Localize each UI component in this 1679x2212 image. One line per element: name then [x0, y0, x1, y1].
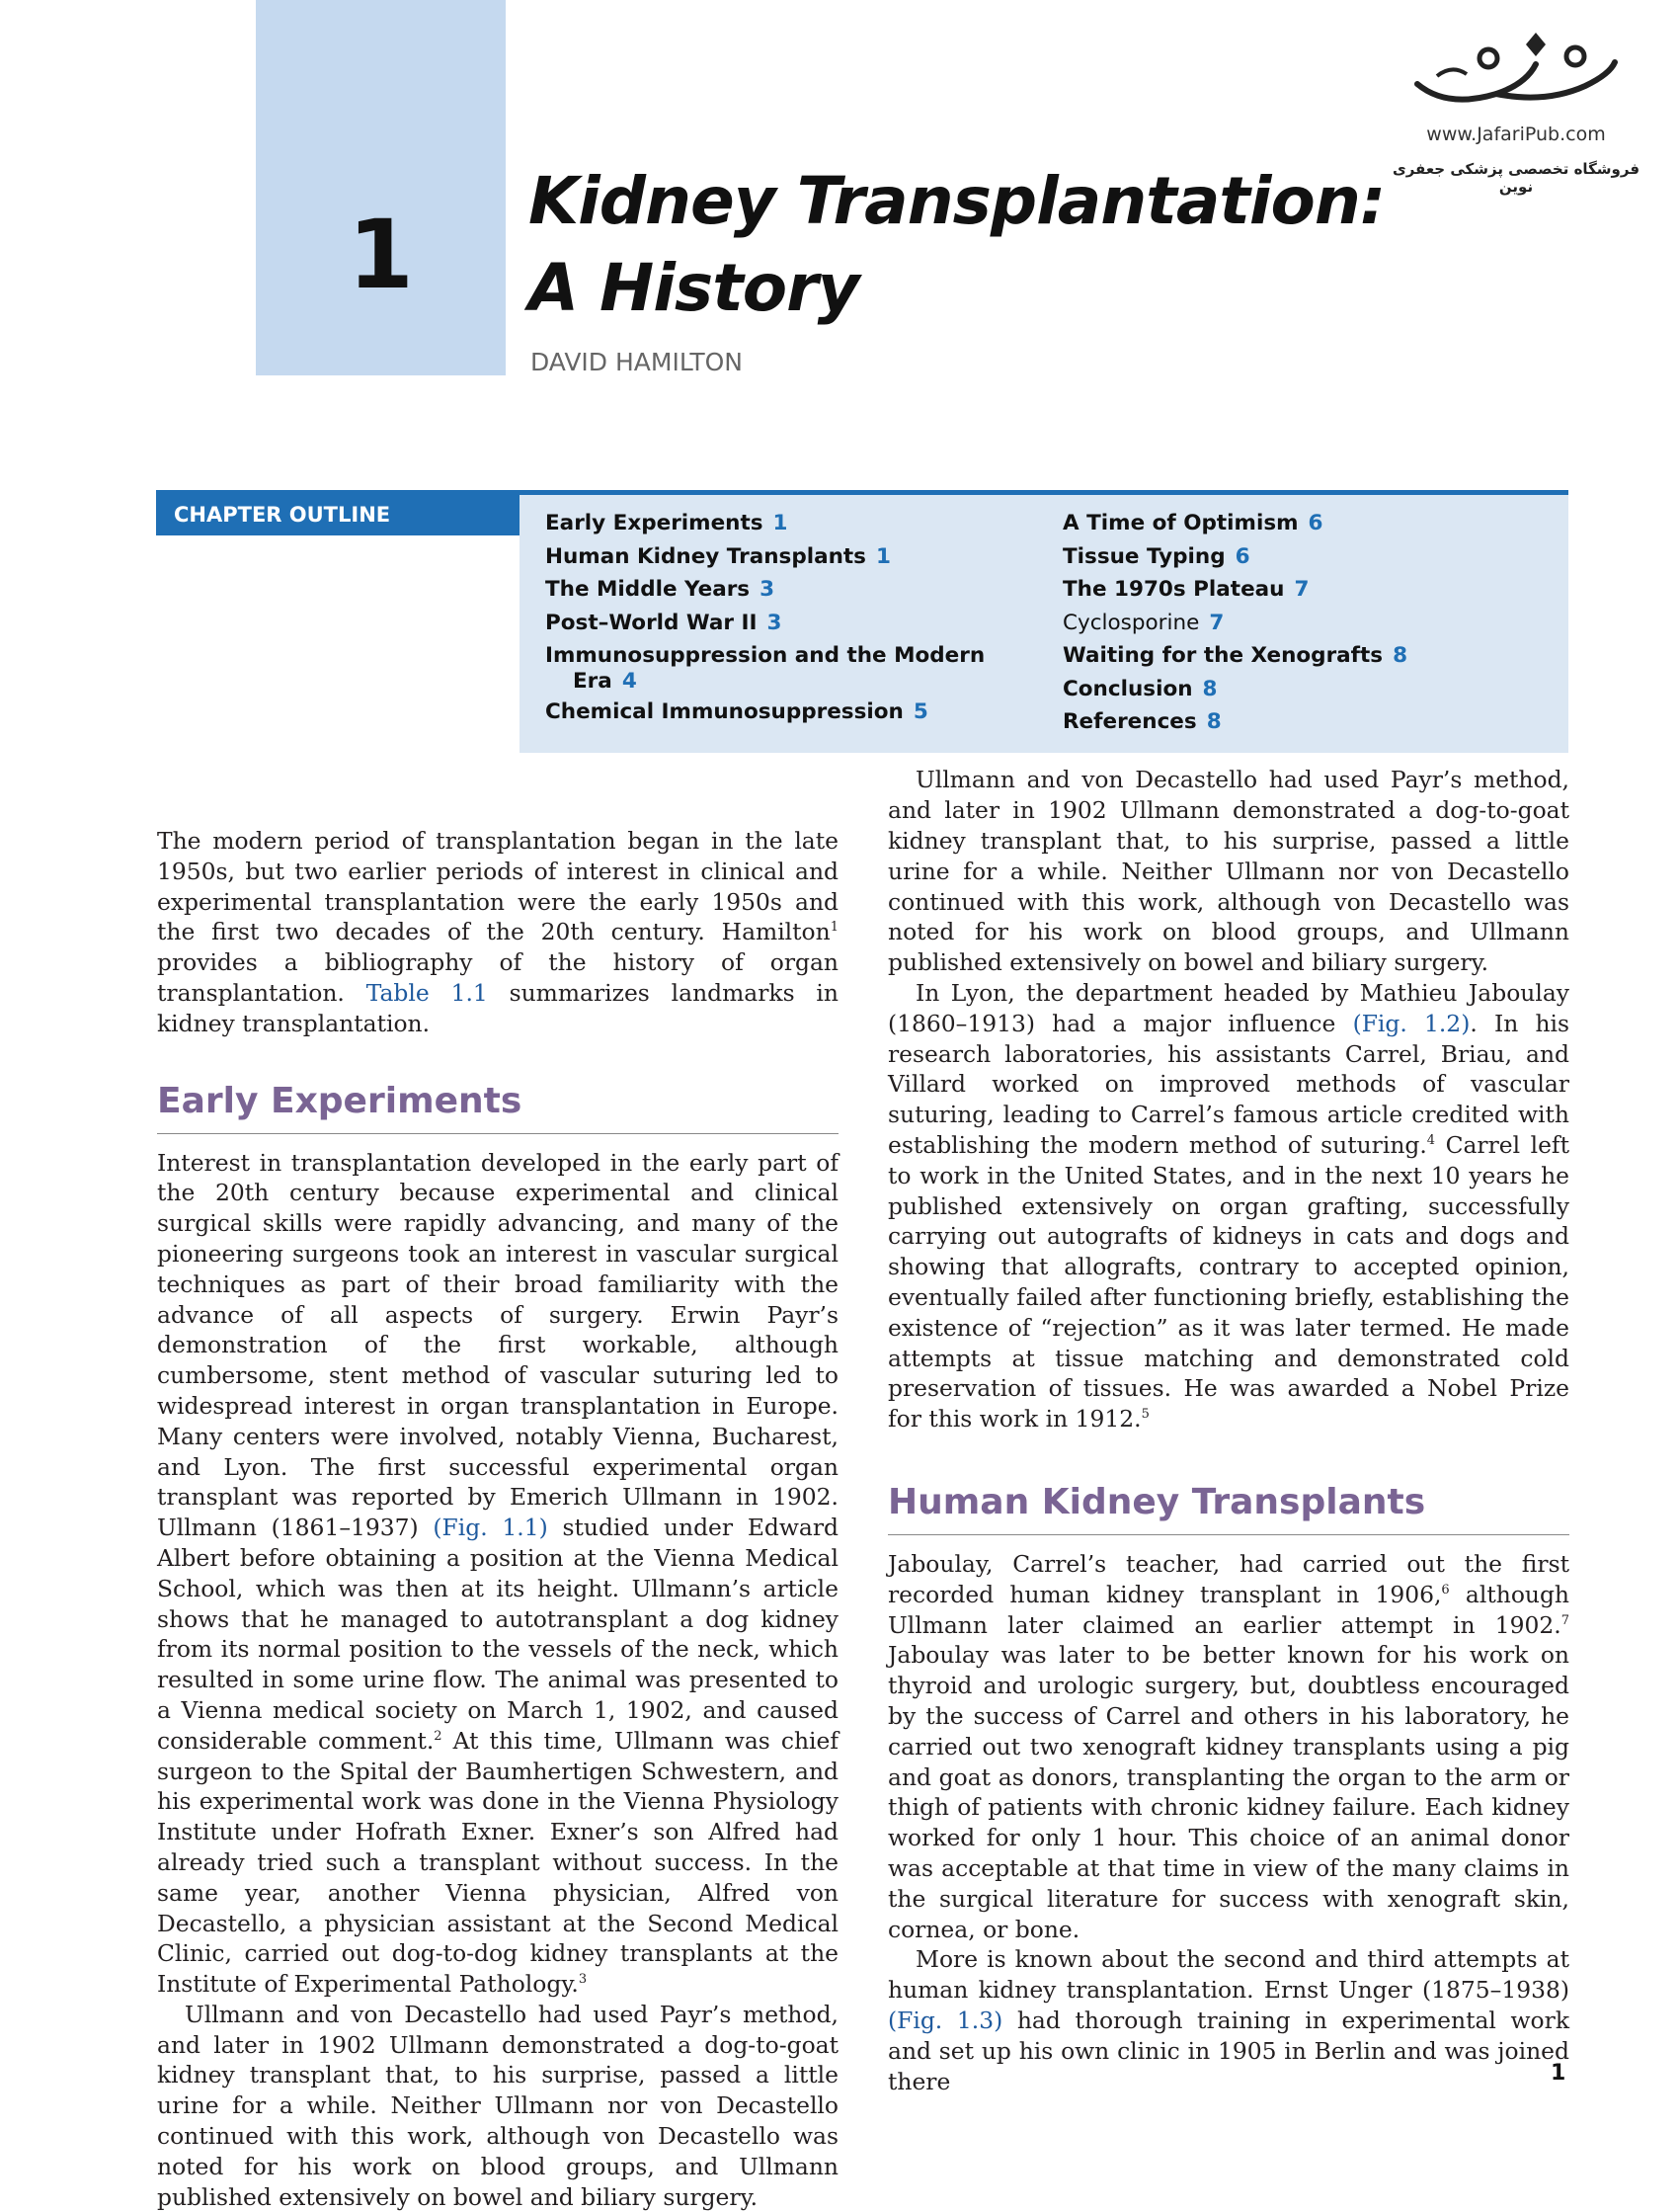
outline-item-page: 7	[1294, 577, 1310, 602]
outline-label: CHAPTER OUTLINE	[174, 503, 391, 527]
section-heading-early-experiments: Early Experiments	[157, 1081, 839, 1134]
chapter-number: 1	[348, 200, 414, 310]
table-1-1-link[interactable]: Table 1.1	[365, 978, 488, 1007]
fig-1-1-link[interactable]: (Fig. 1.1)	[433, 1514, 548, 1542]
outline-item-title: Chemical Immunosuppression	[545, 698, 904, 724]
outline-item-title: Conclusion	[1063, 676, 1193, 701]
citation-7[interactable]: 7	[1560, 1612, 1569, 1628]
early-experiments-paragraph-2-cont	[888, 766, 1569, 978]
outline-item[interactable]	[545, 639, 1009, 696]
section-heading-human-kidney-transplants: Human Kidney Transplants	[888, 1482, 1569, 1535]
outline-item-title: References	[1063, 709, 1197, 734]
outline-item-page: 6	[1235, 543, 1250, 569]
outline-item-page: 7	[1209, 610, 1225, 635]
citation-6[interactable]: 6	[1441, 1582, 1450, 1598]
outline-item-page: 3	[760, 577, 775, 602]
outline-item[interactable]	[1063, 639, 1537, 673]
early-experiments-paragraph-2-flow: Ullmann and von Decastello had used Payr’s method, and later in 1902 Ullmann demonstrated a dog-to-goat kidney transplant that, to his surprise, passed a little urine for a while. Neither Ullmann nor von Decastello continued with this work, although von Decastello was noted for his work on blood groups, and Ullmann published extensively on bowel and biliary surgery.	[888, 766, 1569, 977]
outline-item-title: Cyclosporine	[1063, 610, 1200, 635]
text-run: Carrel left to work in the United States, and in the next 10 years he published extensively on organ grafting, successfully carrying out autografts of kidneys in cats and dogs and showing that allografts, contrary to accepted opinion, eventually failed after functioning briefly, establishing the existence of “rejection” as it was later termed. He made attempts at tissue matching and demonstrated cold preservation of tissues. He was awarded a Nobel Prize for this work in 1912.	[888, 1130, 1569, 1434]
outline-label-box	[156, 490, 520, 535]
outline-item-page: 1	[875, 543, 891, 569]
outline-item-title: Immunosuppression and the Modern	[545, 643, 986, 668]
outline-item-title: Tissue Typing	[1063, 543, 1226, 569]
publisher-logo-icon	[1378, 25, 1654, 119]
outline-item[interactable]	[1063, 607, 1537, 640]
outline-item-page: 6	[1308, 511, 1323, 535]
body-column-left	[157, 826, 839, 2211]
publisher-tagline: فروشگاه تخصصی پزشکی جعفری نوین	[1392, 160, 1640, 196]
text-run: summarizes landmarks in kidney transplantation.	[157, 978, 839, 1037]
publisher-logo	[1378, 25, 1654, 196]
outline-item[interactable]	[545, 696, 1009, 729]
outline-item-title: A Time of Optimism	[1063, 511, 1299, 535]
outline-item-title: The 1970s Plateau	[1063, 577, 1285, 602]
outline-item-title: The Middle Years	[545, 577, 751, 602]
outline-item-page: 1	[772, 511, 788, 535]
outline-item-title: Human Kidney Transplants	[545, 543, 866, 569]
body-column-right	[888, 766, 1569, 2096]
text-run: had thorough training in experimental work and set up his own clinic in 1905 in Berlin and was joined there	[888, 2006, 1569, 2095]
outline-item-page: 3	[766, 610, 782, 635]
human-transplants-paragraph-2	[888, 1944, 1569, 2096]
chapter-title	[528, 158, 1417, 332]
outline-item-title-cont: Era	[573, 668, 612, 694]
text-run: Jaboulay, Carrel’s teacher, had carried out the first recorded human kidney transplant in 1906,	[888, 1549, 1569, 1608]
text-run: studied under Edward Albert before obtaining a position at the Vienna Medical School, which was then at its height. Ullmann’s article shows that he managed to autotransplant a dog kidney from its normal position to the vessels of the neck, which resulted in some urine flow. The animal was presented to a Vienna medical society on March 1, 1902, and caused considerable comment.	[157, 1514, 839, 1755]
citation-5[interactable]: 5	[1141, 1407, 1150, 1423]
citation-2[interactable]: 2	[434, 1728, 442, 1744]
outline-item[interactable]	[1063, 705, 1537, 739]
text-run: At this time, Ullmann was chief surgeon to the Spital der Baumhertigen Schwestern, and his experimental work was done in the Vienna Physiology Institute under Hofrath Exner. Exner’s son Alfred had already tried such a transplant without success. In the same year, another Vienna physician, Alfred von Decastello, a physician assistant at the Second Medical Clinic, carried out dog-to-dog kidney transplants at the Institute of Experimental Pathology.	[157, 1726, 839, 1999]
text-run: provides a bibliography of the history of organ transplantation.	[157, 948, 839, 1007]
early-experiments-paragraph-3	[888, 978, 1569, 1434]
outline-body	[520, 495, 1568, 753]
outline-item-page: 8	[1206, 709, 1222, 734]
outline-item-title: Post–World War II	[545, 610, 758, 635]
text-run: More is known about the second and third attempts at human kidney transplantation. Ernst Unger (1875–1938)	[888, 1945, 1569, 2005]
outline-item-title: Early Experiments	[545, 511, 763, 535]
chapter-title-line1: Kidney Transplantation:	[528, 163, 1386, 239]
outline-item[interactable]	[1063, 573, 1537, 607]
outline-item-title: Waiting for the Xenografts	[1063, 643, 1384, 668]
text-run: . In his research laboratories, his assistants Carrel, Briau, and Villard worked on improved methods of vascular suturing, leading to Carrel’s famous article credited with establishing the modern method of suturing.	[888, 1009, 1569, 1159]
chapter-outline	[156, 490, 1568, 753]
text-run: although Ullmann later claimed an earlier attempt in 1902.	[888, 1580, 1569, 1639]
text-run: Interest in transplantation developed in the early part of the 20th century because experimental and clinical surgical skills were rapidly advancing, and many of the pioneering surgeons took an interest in vascular surgical techniques as part of their broad familiarity with the advance of all aspects of surgery. Erwin Payr’s demonstration of the first workable, although cumbersome, stent method of vascular suturing led to widespread interest in organ transplantation in Europe. Many centers were involved, notably Vienna, Bucharest, and Lyon. The first successful experimental organ transplant was reported by Emerich Ullmann in 1902. Ullmann (1861–1937)	[157, 1148, 839, 1542]
outline-item[interactable]	[1063, 673, 1537, 706]
outline-item[interactable]	[545, 607, 1009, 640]
citation-4[interactable]: 4	[1426, 1133, 1436, 1149]
early-experiments-paragraph-1	[157, 1148, 839, 2000]
outline-left-column	[545, 507, 1009, 728]
citation-1[interactable]: 1	[830, 920, 839, 936]
page-number: 1	[1551, 2061, 1566, 2086]
outline-right-column	[1063, 507, 1537, 739]
fig-1-2-link[interactable]: (Fig. 1.2)	[1352, 1009, 1471, 1037]
outline-item[interactable]	[545, 507, 1009, 540]
text-run: Ullmann and von Decastello had used Payr’s method, and later in 1902 Ullmann demonstrated a dog-to-goat kidney transplant that, to his surprise, passed a little urine for a while. Neither Ullmann nor von Decastello continued with this work, although von Decastello was noted for his work on blood groups, and Ullmann published extensively on bowel and biliary surgery.	[157, 2000, 839, 2211]
outline-item[interactable]	[1063, 540, 1537, 574]
citation-3[interactable]: 3	[578, 1972, 588, 1988]
outline-item[interactable]	[1063, 507, 1537, 540]
text-run: The modern period of transplantation began in the late 1950s, but two earlier periods of interest in clinical and experimental transplantation were the early 1950s and the first two decades of the 20th century. Hamilton	[157, 827, 839, 946]
chapter-author: DAVID HAMILTON	[530, 348, 743, 376]
outline-item-page: 8	[1202, 676, 1218, 701]
fig-1-3-link[interactable]: (Fig. 1.3)	[888, 2006, 1003, 2034]
outline-item-page: 4	[621, 668, 637, 694]
text-run: In Lyon, the department headed by Mathieu Jaboulay (1860–1913) had a major influence	[888, 979, 1569, 1037]
intro-paragraph	[157, 826, 839, 1039]
early-experiments-paragraph-2-start	[157, 2000, 839, 2211]
outline-item-page: 8	[1393, 643, 1408, 668]
publisher-url: www.JafariPub.com	[1426, 123, 1606, 145]
chapter-number-box	[256, 0, 506, 375]
human-transplants-paragraph-1	[888, 1549, 1569, 1944]
outline-item[interactable]	[545, 540, 1009, 574]
chapter-title-line2: A History	[528, 250, 859, 326]
text-run: Jaboulay was later to be better known for his work on thyroid and urologic surgery, but, doubtless encouraged by the success of Carrel and others in his laboratory, he carried out two xenograft kidney transplants using a pig and goat as donors, transplanting the organ to the arm or thigh of patients with chronic kidney failure. Each kidney worked for only 1 hour. This choice of an animal donor was acceptable at that time in view of the many claims in the surgical literature for success with xenograft skin, cornea, or bone.	[888, 1641, 1569, 1943]
outline-item[interactable]	[545, 573, 1009, 607]
outline-item-page: 5	[913, 698, 928, 724]
